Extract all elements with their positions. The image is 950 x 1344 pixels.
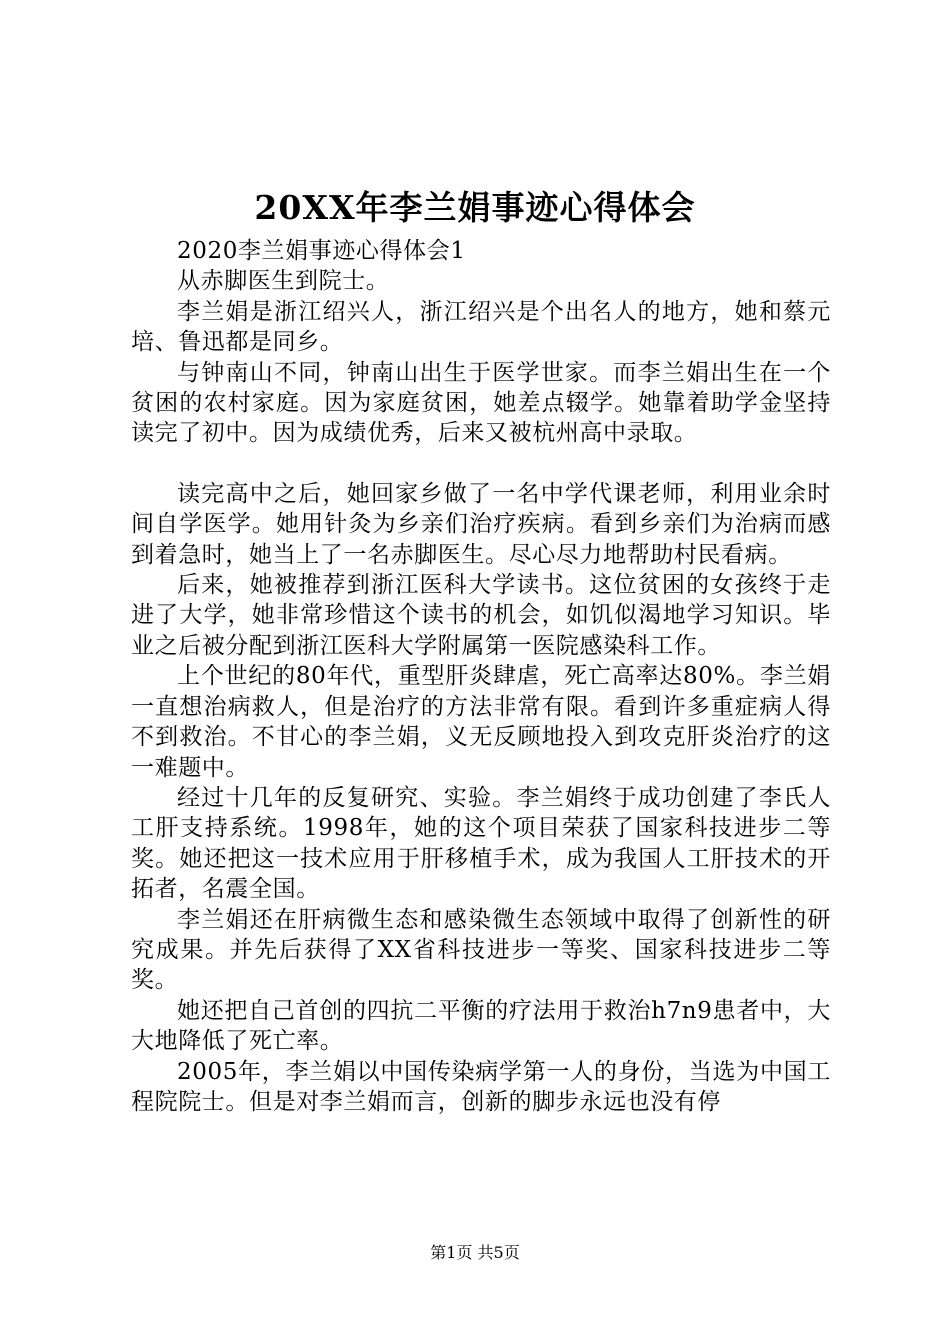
paragraph: 读完高中之后，她回家乡做了一名中学代课老师，利用业余时间自学医学。她用针灸为乡亲们治疗疾病。看到乡亲们为治病而感到着急时，她当上了一名赤脚医生。尽心尽力地帮助村民看病。: [131, 480, 831, 568]
paragraph: 与钟南山不同，钟南山出生于医学世家。而李兰娟出生在一个贫困的农村家庭。因为家庭贫困，她差点辍学。她靠着助学金坚持读完了初中。因为成绩优秀，后来又被杭州高中录取。: [131, 359, 831, 447]
document-body: [131, 236, 831, 1117]
document-title: 20XX年李兰娟事迹心得体会: [254, 188, 696, 227]
page-number-footer: 第1页 共5页: [430, 1243, 520, 1262]
paragraph: 后来，她被推荐到浙江医科大学读书。这位贫困的女孩终于走进了大学，她非常珍惜这个读书的机会，如饥似渴地学习知识。毕业之后被分配到浙江医科大学附属第一医院感染科工作。: [131, 572, 831, 659]
paragraph: 李兰娟是浙江绍兴人，浙江绍兴是个出名人的地方，她和蔡元培、鲁迅都是同乡。: [131, 298, 831, 356]
paragraph-subtitle: 2020李兰娟事迹心得体会1: [177, 238, 466, 264]
paragraph-heading: 从赤脚医生到院士。: [177, 268, 390, 295]
paragraph: 上个世纪的80年代，重型肝炎肆虐，死亡高率达80%。李兰娟一直想治病救人，但是治疗的方法非常有限。看到许多重症病人得不到救治。不甘心的李兰娟，义无反顾地投入到攻克肝炎治疗的这一难题中。: [131, 663, 831, 781]
paragraph: 2005年，李兰娟以中国传染病学第一人的身份，当选为中国工程院院士。但是对李兰娟而言，创新的脚步永远也没有停: [131, 1058, 831, 1115]
paragraph: 经过十几年的反复研究、实验。李兰娟终于成功创建了李氏人工肝支持系统。1998年，她的这个项目荣获了国家科技进步二等奖。她还把这一技术应用于肝移植手术，成为我国人工肝技术的开拓者，名震全国。: [131, 784, 831, 903]
paragraph: 她还把自己首创的四抗二平衡的疗法用于救治h7n9患者中，大大地降低了死亡率。: [131, 997, 831, 1055]
paragraph: 李兰娟还在肝病微生态和感染微生态领域中取得了创新性的研究成果。并先后获得了XX省科技进步一等奖、国家科技进步二等奖。: [131, 906, 831, 994]
